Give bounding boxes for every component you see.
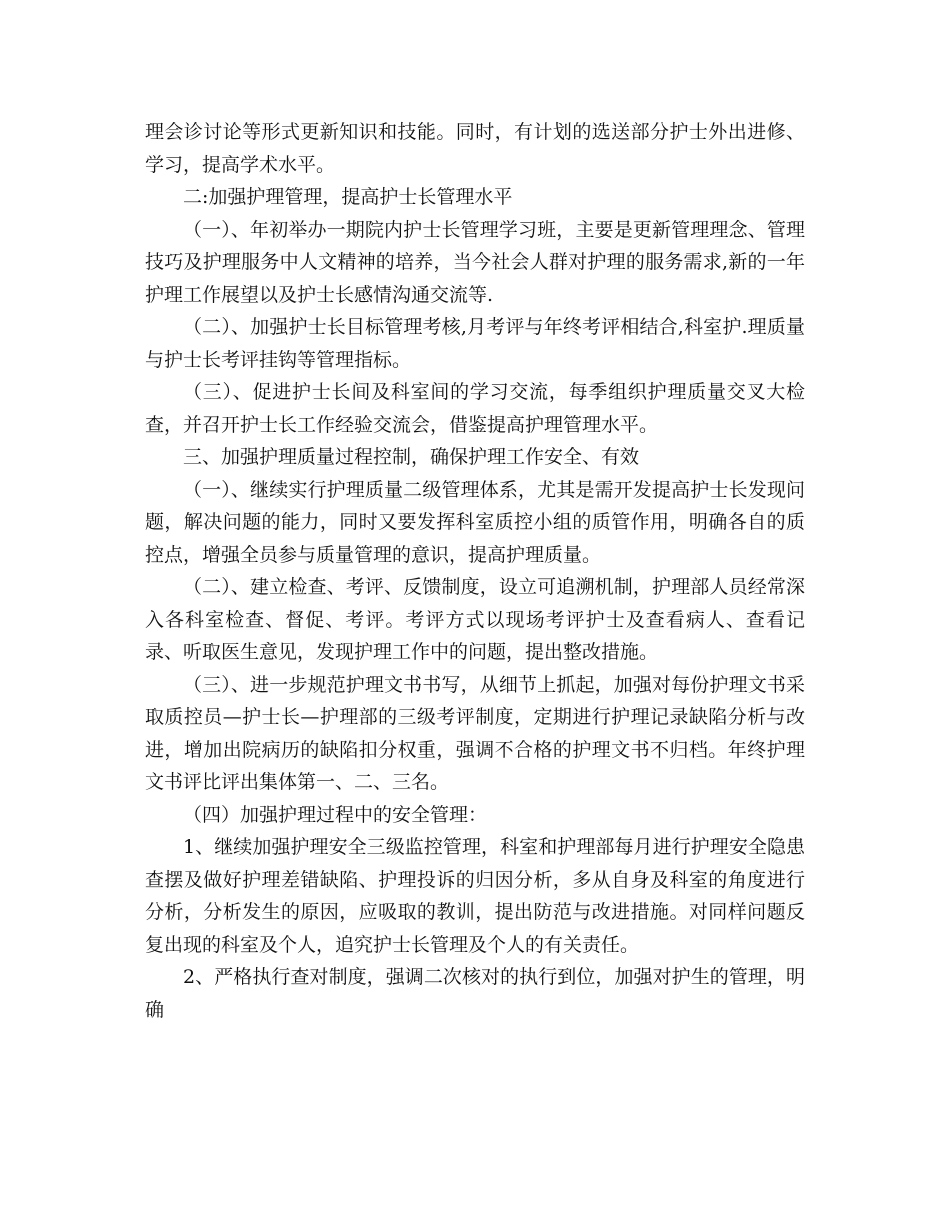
paragraph-safety-1: 1、继续加强护理安全三级监控管理，科室和护理部每月进行护理安全隐患查摆及做好护理差错缺陷、护理投诉的归因分析，多从自身及科室的角度进行分析，分析发生的原因，应吸取的教训，提出防范与改进措施。对同样问题反复出现的科室及个人，追究护士长管理及个人的有关责任。	[145, 836, 805, 956]
heading-section-three: 三、加强护理质量过程控制，确保护理工作安全、有效	[183, 446, 640, 468]
paragraph-3-2: （二）、建立检查、考评、反馈制度，设立可追溯机制，护理部人员经常深入各科室检查、督促、考评。考评方式以现场考评护士及查看病人、查看记录、听取医生意见，发现护理工作中的问题，提出整改措施。	[145, 576, 805, 663]
paragraph-2-2: （二）、加强护士长目标管理考核,月考评与年终考评相结合,科室护.理质量与护士长考评挂钩等管理指标。	[145, 316, 805, 371]
paragraph-continuation: 理会诊讨论等形式更新知识和技能。同时，有计划的选送部分护士外出进修、学习，提高学术水平。	[145, 121, 805, 176]
paragraph-safety-2: 2、严格执行查对制度，强调二次核对的执行到位，加强对护生的管理，明确	[145, 966, 805, 1021]
paragraph-3-3: （三）、进一步规范护理文书书写，从细节上抓起，加强对每份护理文书采取质控员—护士长—护理部的三级考评制度，定期进行护理记录缺陷分析与改进，增加出院病历的缺陷扣分权重，强调不合格的护理文书不归档。年终护理文书评比评出集体第一、二、三名。	[145, 673, 805, 793]
heading-section-two: 二:加强护理管理，提高护士长管理水平	[183, 186, 513, 208]
heading-safety-management: （四）加强护理过程中的安全管理：	[183, 803, 488, 826]
paragraph-2-1: （一）、年初举办一期院内护士长管理学习班，主要是更新管理理念、管理技巧及护理服务中人文精神的培养，当今社会人群对护理的服务需求,新的一年护理工作展望以及护士长感情沟通交流等.	[145, 218, 805, 306]
document-body	[145, 116, 805, 1026]
paragraph-3-1: （一）、继续实行护理质量二级管理体系，尤其是需开发提高护士长发现问题，解决问题的能力，同时又要发挥科室质控小组的质管作用，明确各自的质控点，增强全员参与质量管理的意识，提高护理质量。	[145, 478, 805, 566]
paragraph-2-3: （三）、促进护士长间及科室间的学习交流，每季组织护理质量交叉大检查，并召开护士长工作经验交流会，借鉴提高护理管理水平。	[145, 381, 805, 436]
